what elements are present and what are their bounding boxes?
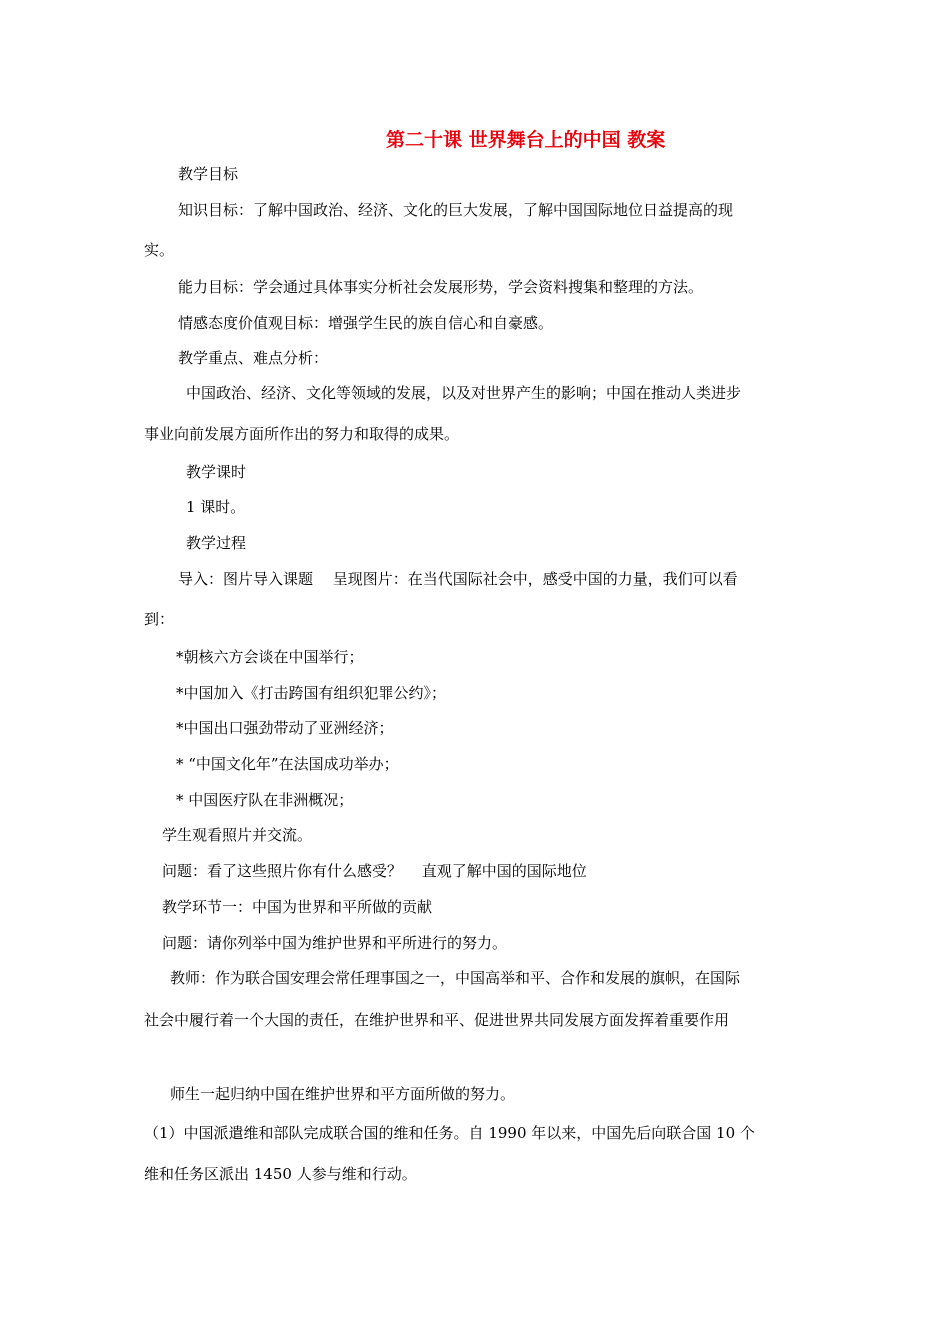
paragraph-students-exchange: 学生观看照片并交流。 (162, 826, 313, 844)
paragraph-emotion-goal: 情感态度价值观目标：增强学生民的族自信心和自豪感。 (178, 314, 554, 332)
paragraph-question-efforts: 问题：请你列举中国为维护世界和平所进行的努力。 (162, 934, 508, 952)
paragraph-knowledge-goal-cont: 实。 (144, 241, 175, 259)
paragraph-class-hours: 1 课时。 (186, 498, 246, 516)
heading-section-one: 教学环节一：中国为世界和平所做的贡献 (162, 898, 433, 916)
document-title: 第二十课 世界舞台上的中国 教案 (386, 129, 666, 151)
paragraph-question-feelings: 问题：看了这些照片你有什么感受？ 直观了解中国的国际地位 (162, 862, 587, 880)
list-item: * 中国医疗队在非洲概况； (176, 791, 354, 809)
paragraph-introduction-cont: 到： (144, 610, 175, 628)
paragraph-teacher-cont: 社会中履行着一个大国的责任，在维护世界和平、促进世界共同发展方面发挥着重要作用 (144, 1011, 730, 1029)
paragraph-peacekeeping-cont: 维和任务区派出 1450 人参与维和行动。 (144, 1165, 417, 1183)
list-item: * “中国文化年”在法国成功举办； (176, 755, 399, 773)
list-item: *中国出口强劲带动了亚洲经济； (176, 719, 394, 737)
paragraph-summary: 师生一起归纳中国在维护世界和平方面所做的努力。 (170, 1085, 516, 1103)
heading-teaching-goals: 教学目标 (178, 165, 239, 183)
paragraph-teacher: 教师：作为联合国安理会常任理事国之一，中国高举和平、合作和发展的旗帜，在国际 (170, 969, 741, 987)
paragraph-ability-goal: 能力目标：学会通过具体事实分析社会发展形势，学会资料搜集和整理的方法。 (178, 278, 704, 296)
list-item: *中国加入《打击跨国有组织犯罪公约》； (176, 684, 447, 702)
heading-teaching-process: 教学过程 (186, 534, 247, 552)
heading-key-points: 教学重点、难点分析： (178, 349, 329, 367)
paragraph-key-points: 中国政治、经济、文化等领域的发展，以及对世界产生的影响；中国在推动人类进步 (186, 384, 742, 402)
paragraph-key-points-cont: 事业向前发展方面所作出的努力和取得的成果。 (144, 425, 460, 443)
heading-class-hours: 教学课时 (186, 463, 247, 481)
paragraph-knowledge-goal: 知识目标：了解中国政治、经济、文化的巨大发展，了解中国国际地位日益提高的现 (178, 201, 734, 219)
paragraph-introduction: 导入：图片导入课题 呈现图片：在当代国际社会中，感受中国的力量，我们可以看 (178, 570, 738, 588)
paragraph-peacekeeping: （1）中国派遣维和部队完成联合国的维和任务。自 1990 年以来，中国先后向联合国 10 个 (144, 1124, 755, 1142)
list-item: *朝核六方会谈在中国举行； (176, 648, 364, 666)
